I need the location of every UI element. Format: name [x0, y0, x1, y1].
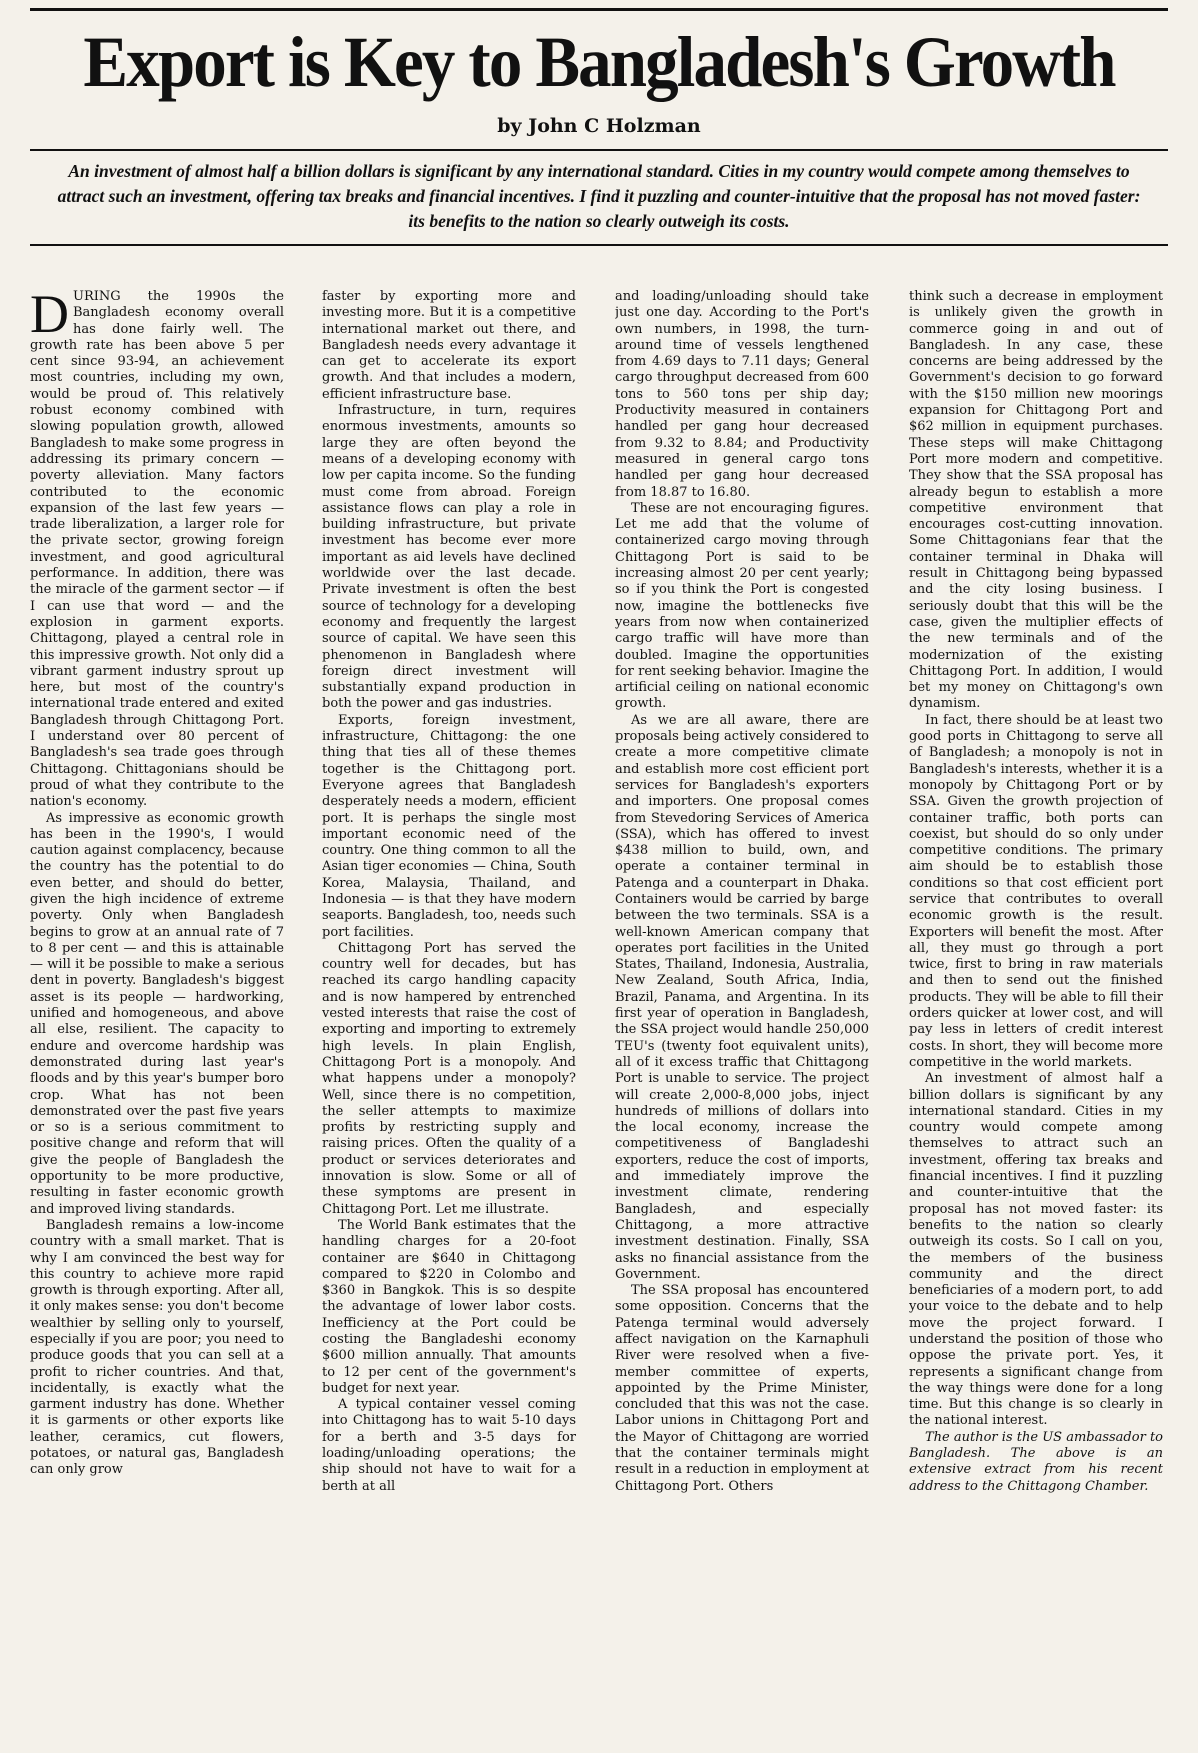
paragraph: and loading/unloading should take just one day. According to the Port's own numbers, in 1998, the turn-around time of vessels lengthened from 4.69 days to 7.11 days; General cargo throughput decreased from 600 tons to 560 tons per ship day; Productivity measured in containers handled per gang hour decreased from 9.32 to 8.84; and Productivity measured in general cargo tons handled per gang hour decreased from 18.87 to 16.80. [615, 289, 869, 500]
top-divider [30, 149, 1168, 151]
paragraph: Infrastructure, in turn, requires enormous investments, amounts so large they are often beyond the means of a developing economy with low per capita income. So the funding must come from abroad. Foreign assistance flows can play a role in building infrastructure, but private investment has become ever more important as aid levels have declined worldwide over the last decade. Private investment is often the best source of technology for a developing economy and frequently the largest source of capital. We have seen this phenomenon in Bangladesh where foreign direct investment will substantially expand production in both the power and gas industries. [322, 403, 576, 712]
paragraph: The SSA proposal has encountered some opposition. Concerns that the Patenga terminal would adversely affect navigation on the Karnaphuli River were resolved when a five-member committee of experts, appointed by the Prime Minister, concluded that this was not the case. Labor unions in Chittagong Port and the Mayor of Chittagong are worried that the container terminals might result in a reduction in employment at Chittagong Port. Others [615, 1283, 869, 1494]
paragraph: As impressive as economic growth has been in the 1990's, I would caution against complacency, because the country has the potential to do even better, and should do better, given the high incidence of extreme poverty. Only when Bangladesh begins to grow at an annual rate of 7 to 8 per cent — and this is attainable — will it be possible to make a serious dent in poverty. Bangladesh's biggest asset is its people — hardworking, unified and homogeneous, and above all else, resilient. The capacity to endure and overcome hardship was demonstrated during last year's floods and by this year's bumper boro crop. What has not been demonstrated over the past five years or so is a serious commitment to positive change and reform that will give the people of Bangladesh the opportunity to be more productive, resulting in faster economic growth and improved living standards. [30, 810, 284, 1217]
column-2 [322, 289, 576, 1744]
headline: Export is Key to Bangladesh's Growth [83, 22, 1115, 102]
paragraph: think such a decrease in employment is unlikely given the growth in commerce going in and out of Bangladesh. In any case, these concerns are being addressed by the Government's decision to go forward with the $150 million new moorings expansion for Chittagong Port and $62 million in equipment purchases. These steps will make Chittagong Port more modern and competitive. They show that the SSA proposal has already begun to establish a more competitive environment that encourages cost-cutting innovation. Some Chittagonians fear that the container terminal in Dhaka will result in Chittagong being bypassed and the city losing business. I seriously doubt that this will be the case, given the multiplier effects of the new terminals and of the modernization of the existing Chittagong Port. In addition, I would bet my money on Chittagong's own dynamism. [909, 289, 1163, 712]
paragraph: Chittagong Port has served the country well for decades, but has reached its cargo handling capacity and is now hampered by entrenched vested interests that raise the cost of exporting and importing to extremely high levels. In plain English, Chittagong Port is a monopoly. And what happens under a monopoly? Well, since there is no competition, the seller attempts to maximize profits by restricting supply and raising prices. Often the quality of a product or services deteriorates and innovation is slow. Some or all of these symptoms are present in Chittagong Port. Let me illustrate. [322, 940, 576, 1217]
paragraph: Exports, foreign investment, infrastructure, Chittagong: the one thing that ties all of these themes together is the Chittagong port. Everyone agrees that Bangladesh desperately needs a modern, efficient port. It is perhaps the single most important economic need of the country. One thing common to all the Asian tiger economies — China, South Korea, Malaysia, Thailand, and Indonesia — is that they have modern seaports. Bangladesh, too, needs such port facilities. [322, 712, 576, 940]
paragraph: In fact, there should be at least two good ports in Chittagong to serve all of Bangladesh; a monopoly is not in Bangladesh's interests, whether it is a monopoly by Chittagong Port or by SSA. Given the growth projection of container traffic, both ports can coexist, but should do so only under competitive conditions. The primary aim should be to establish those conditions so that cost efficient port service that contributes to overall economic growth is the result. Exporters will benefit the most. After all, they must go through a port twice, first to bring in raw materials and then to send out the finished products. They will be able to fill their orders quicker at lower cost, and will pay less in letters of credit interest costs. In short, they will become more competitive in the world markets. [909, 712, 1163, 1070]
paragraph: A typical container vessel coming into Chittagong has to wait 5-10 days for a berth and 3-5 days for loading/unloading operations; the ship should not have to wait for a berth at all [322, 1397, 576, 1494]
newspaper-page [30, 8, 1168, 1748]
drop-cap: D [30, 289, 69, 344]
paragraph: faster by exporting more and investing more. But it is a competitive international market out there, and Bangladesh needs every advantage it can get to accelerate its export growth. And that includes a modern, efficient infrastructure base. [322, 289, 576, 402]
paragraph: As we are all aware, there are proposals being actively considered to create a more competitive climate and establish more cost efficient port services for Bangladesh's exporters and importers. One proposal comes from Stevedoring Services of America (SSA), which has offered to invest $438 million to build, own, and operate a container terminal in Patenga and a counterpart in Dhaka. Containers would be carried by barge between the two terminals. SSA is a well-known American company that operates port facilities in the United States, Thailand, Indonesia, Australia, New Zealand, South Africa, India, Brazil, Panama, and Argentina. In its first year of operation in Bangladesh, the SSA project would handle 250,000 TEU's (twenty foot equivalent units), all of it excess traffic that Chittagong Port is unable to service. The project will create 2,000-8,000 jobs, inject hundreds of millions of dollars into the local economy, increase the competitiveness of Bangladeshi exporters, reduce the cost of imports, and immediately improve the investment climate, rendering Bangladesh, and especially Chittagong, a more attractive investment destination. Finally, SSA asks no financial assistance from the Government. [615, 712, 869, 1282]
author-credit: The author is the US ambassador to Bangladesh. The above is an extensive extract from his recent address to the Chittagong Chamber. [909, 1429, 1163, 1494]
column-3 [615, 289, 869, 1744]
paragraph: The World Bank estimates that the handling charges for a 20-foot container are $640 in Chittagong compared to $220 in Colombo and $360 in Bangkok. This is so despite the advantage of lower labor costs. Inefficiency at the Port could be costing the Bangladeshi economy $600 million annually. That amounts to 12 per cent of the government's budget for next year. [322, 1217, 576, 1396]
article-body [30, 289, 1168, 1744]
deck-divider [30, 244, 1168, 246]
column-1 [30, 289, 284, 1744]
paragraph: An investment of almost half a billion dollars is significant by any international standard. Cities in my country would compete among themselves to attract such an investment, offering tax breaks and financial incentives. I find it puzzling and counter-intuitive that the proposal has not moved faster: its benefits to the nation so clearly outweigh its costs. So I call on you, the members of the business community and the direct beneficiaries of a modern port, to add your voice to the debate and to help move the project forward. I understand the position of those who oppose the private port. Yes, it represents a significant change from the way things were done for a long time. But this change is so clearly in the national interest. [909, 1071, 1163, 1429]
paragraph: DURING the 1990s the Bangladesh economy overall has done fairly well. The growth rate has been above 5 per cent since 93-94, an achievement most countries, including my own, would be proud of. This relatively robust economy combined with slowing population growth, allowed Bangladesh to make some progress in addressing its primary concern — poverty alleviation. Many factors contributed to the economic expansion of the last few years — trade liberalization, a larger role for the private sector, growing foreign investment, and good agricultural performance. In addition, there was the miracle of the garment sector — if I can use that word — and the explosion in garment exports. Chittagong, played a central role in this impressive growth. Not only did a vibrant garment industry sprout up here, but most of the country's international trade entered and exited Bangladesh through Chittagong Port. I understand over 80 percent of Bangladesh's sea trade goes through Chittagong. Chittagonians should be proud of what they contribute to the nation's economy. [30, 289, 284, 810]
pull-quote: An investment of almost half a billion dollars is significant by any international standard. Cities in my country would compete among themselves to attract such an investment, offering tax breaks and financial incentives. I find it puzzling and counter-intuitive that the proposal has not moved faster: its benefits to the nation so clearly outweigh its costs. [57, 161, 1141, 231]
paragraph: Bangladesh remains a low-income country with a small market. That is why I am convinced the best way for this country to achieve more rapid growth is through exporting. After all, it only makes sense: you don't become wealthier by selling only to yourself, especially if you are poor; you need to produce goods that you can sell at a profit to richer countries. And that, incidentally, is exactly what the garment industry has done. Whether it is garments or other exports like leather, ceramics, cut flowers, potatoes, or natural gas, Bangladesh can only grow [30, 1217, 284, 1478]
byline: by John C Holzman [497, 115, 701, 137]
paragraph: These are not encouraging figures. Let me add that the volume of containerized cargo moving through Chittagong Port is said to be increasing almost 20 per cent yearly; so if you think the Port is congested now, imagine the bottlenecks five years from now when containerized cargo traffic will have more than doubled. Imagine the opportunities for rent seeking behavior. Imagine the artificial ceiling on national economic growth. [615, 500, 869, 712]
column-4 [909, 289, 1163, 1744]
